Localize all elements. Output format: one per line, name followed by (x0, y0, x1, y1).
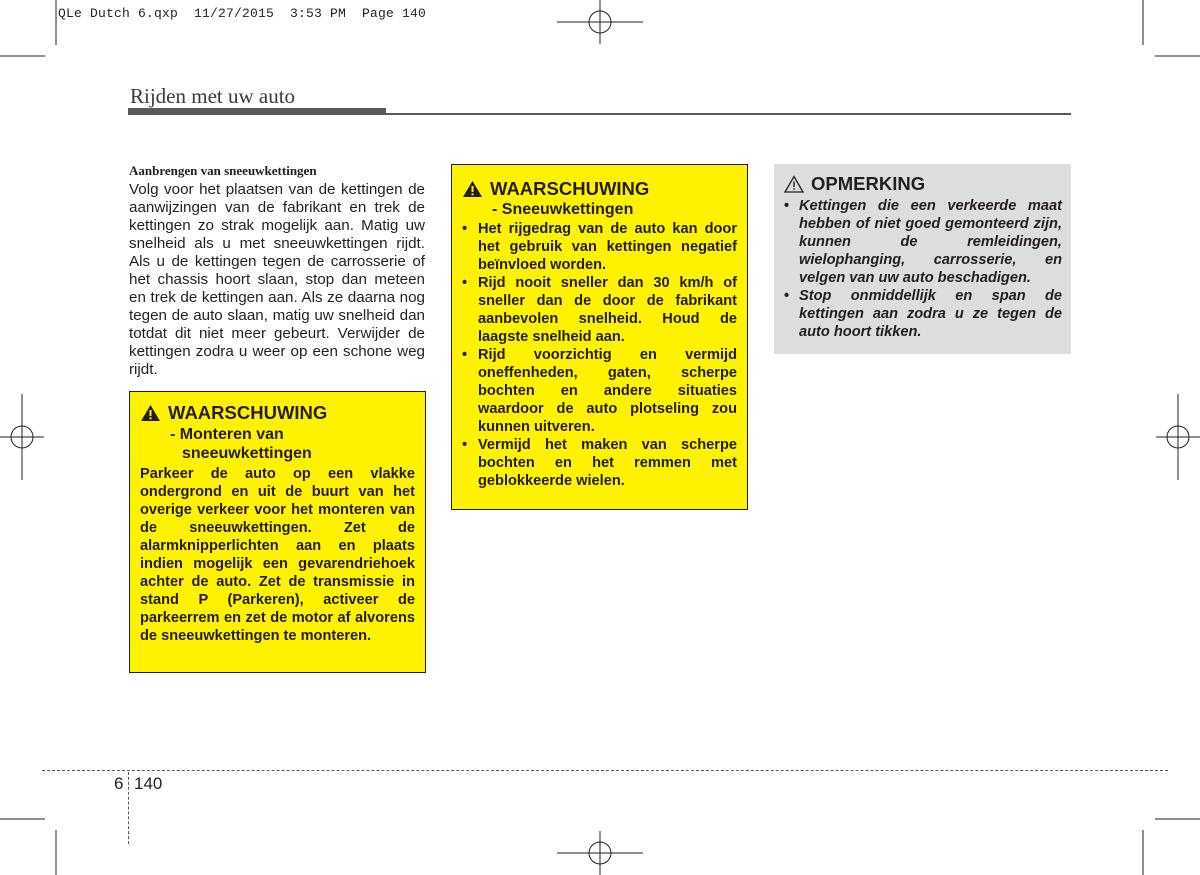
warning-box-mounting (129, 391, 426, 673)
section-title: Rijden met uw auto (130, 84, 296, 108)
bullet-icon: • (462, 221, 468, 237)
registration-mark-right (1156, 394, 1200, 480)
note-box (774, 164, 1071, 354)
footer-rule (42, 770, 1168, 771)
bullet-icon: • (784, 288, 790, 304)
list-item: • Rijd nooit sneller dan 30 km/h of sneller dan de door de fabrikant aanbevolen snelheid. Houd de laagste snelheid aan. (462, 275, 737, 345)
warning-list (462, 220, 737, 490)
page-number: 140 (134, 774, 163, 793)
warning-title: WAARSCHUWING (490, 178, 650, 199)
list-item: • Het rijgedrag van de auto kan door het gebruik van kettingen negatief beïnvloed worden. (462, 221, 737, 273)
warning-header (462, 178, 737, 200)
warning-subtitle-line1: - Monteren van (170, 426, 284, 443)
list-item: • Stop onmiddellijk en span de kettingen aan zodra u ze tegen de auto hoort tikken. (784, 288, 1062, 340)
header-rule-thick (128, 108, 386, 115)
warning-subtitle (170, 425, 415, 463)
bullet-icon: • (784, 198, 790, 214)
note-header (784, 173, 1062, 195)
list-item: • Vermijd het maken van scherpe bochten en het remmen met geblokkeerde wielen. (462, 437, 737, 489)
warning-subtitle: - Sneeuwkettingen (492, 201, 634, 218)
header-rule-thin (386, 113, 1071, 115)
list-item: • Rijd voorzichtig en vermijd oneffenheden, gaten, scherpe bochten en andere situaties waardoor de auto plotseling zou kunnen uitveren. (462, 347, 737, 435)
footer-divider (128, 772, 129, 844)
printer-slug: QLe Dutch 6.qxp 11/27/2015 3:53 PM Page 140 (58, 6, 427, 21)
warning-title: WAARSCHUWING (168, 402, 328, 423)
warning-subtitle-line2: sneeuwkettingen (182, 445, 312, 462)
bullet-icon: • (462, 275, 468, 291)
warning-triangle-icon (462, 180, 483, 198)
note-title: OPMERKING (811, 173, 926, 194)
bullet-icon: • (462, 437, 468, 453)
warning-header (140, 402, 415, 424)
list-item: • Kettingen die een verkeerde maat hebben of niet goed gemonteerd zijn, kunnen de remleidingen, wielophanging, carrosserie, en velgen van uw auto beschadigen. (784, 198, 1062, 286)
registration-mark-top (557, 0, 643, 44)
registration-mark-left (0, 394, 44, 480)
intro-text-block (129, 163, 425, 379)
registration-mark-bottom (557, 831, 643, 875)
warning-box-snow-chains (451, 164, 748, 510)
note-list (784, 197, 1062, 341)
chapter-number: 6 (114, 774, 124, 793)
caution-triangle-icon (784, 175, 804, 193)
subheading: Aanbrengen van sneeuwkettingen (129, 163, 317, 178)
warning-body: Parkeer de auto op een vlakke ondergrond en uit de buurt van het overige verkeer voor het monteren van de sneeuwkettingen. Zet de alarmknipperlichten aan en plaats indien mogelijk een gevarendriehoek achter de auto. Zet de transmissie in stand P (Parkeren), activeer de parkeerrem en zet de motor af alvorens de sneeuwkettingen te monteren. (140, 466, 415, 644)
bullet-icon: • (462, 347, 468, 363)
warning-triangle-icon (140, 404, 161, 422)
intro-paragraph: Volg voor het plaatsen van de kettingen de aanwijzingen van de fabrikant en trek de kettingen zo strak mogelijk aan. Matig uw snelheid als u met sneeuwkettingen rijdt. Als u de kettingen tegen de carrosserie of het chassis hoort slaan, stop dan meteen en trek de kettingen aan. Als ze daarna nog tegen de auto slaan, matig uw snelheid dan totdat dit niet meer gebeurt. Verwijder de kettingen zodra u weer op een schone weg rijdt. (129, 181, 425, 378)
